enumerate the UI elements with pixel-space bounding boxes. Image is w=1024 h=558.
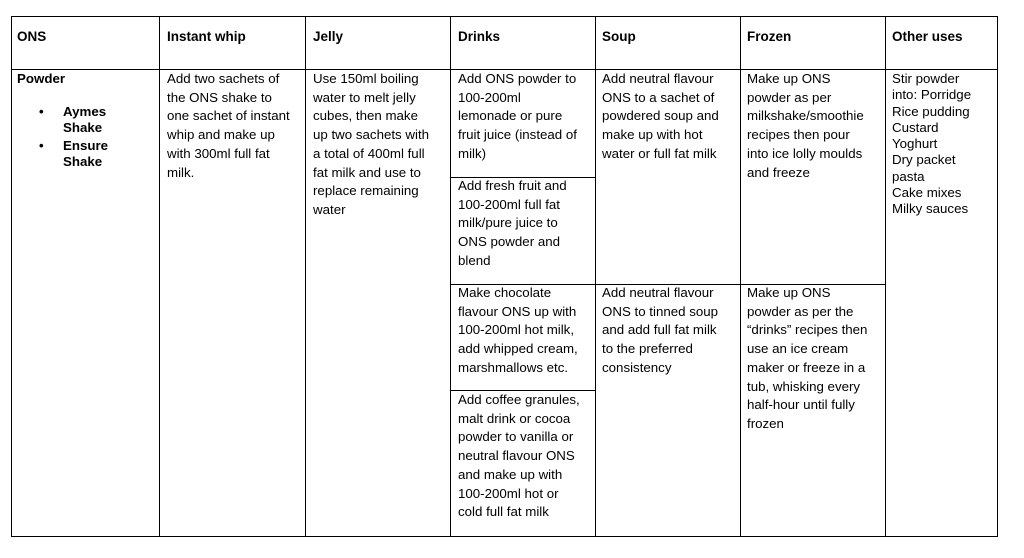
text-line: Make up ONS — [747, 285, 831, 300]
header-frozen: Frozen — [747, 29, 792, 44]
text-line: into ice lolly moulds — [747, 145, 863, 161]
text-line: consistency — [602, 359, 672, 375]
text-line: Custard — [892, 119, 939, 135]
text-line: “drinks” recipes then — [747, 322, 868, 338]
header-jelly: Jelly — [313, 29, 344, 44]
text-line: milk/pure juice to — [458, 215, 558, 231]
text-line: and make up with — [458, 466, 563, 482]
text-line: Stir powder — [892, 71, 960, 86]
text-line: ONS to tinned soup — [602, 303, 719, 319]
text-line: Cake mixes — [892, 185, 962, 201]
text-line: powder as per the — [747, 303, 854, 319]
instant-whip-cell — [167, 70, 290, 182]
text-line: Add neutral flavour — [602, 71, 714, 86]
column-line — [159, 16, 160, 537]
text-line: cold full fat milk — [458, 504, 549, 520]
text-line: replace remaining — [313, 183, 419, 199]
text-line: 100-200ml hot or — [458, 485, 559, 501]
text-line: Add coffee granules, — [458, 392, 580, 407]
text-line: to the preferred — [602, 341, 693, 357]
text-line: water — [313, 201, 346, 217]
text-line: ONS powder and — [458, 234, 560, 250]
jelly-cell — [313, 70, 429, 220]
text-line: whip and make up — [167, 127, 275, 143]
text-line: water to melt jelly — [313, 89, 416, 105]
ons-bullet-item — [39, 104, 107, 137]
text-line: with 300ml full fat — [167, 145, 270, 161]
text-line: milk. — [167, 164, 195, 180]
bullet-line: Ensure — [63, 138, 109, 153]
text-line: Make up ONS — [747, 71, 831, 86]
text-line: up two sachets with — [313, 127, 430, 143]
text-line: lemonade or pure — [458, 108, 563, 124]
text-line: Add neutral flavour — [602, 285, 714, 300]
text-line: pasta — [892, 168, 925, 184]
text-line: 100-200ml hot milk, — [458, 322, 575, 338]
text-line: Add two sachets of — [167, 71, 280, 86]
bullet-line: Shake — [63, 120, 103, 136]
text-line: maker or freeze in a — [747, 359, 866, 375]
text-line: into: Porridge — [892, 87, 972, 103]
text-line: and add full fat milk — [602, 322, 717, 338]
text-line: add whipped cream, — [458, 341, 578, 357]
drinks-cell-3 — [458, 284, 578, 378]
drinks-cell-2 — [458, 177, 567, 271]
frozen-cell-2 — [747, 284, 867, 434]
column-line — [740, 16, 741, 537]
bullet-line: Aymes — [63, 104, 107, 119]
bullet-icon: • — [39, 104, 44, 119]
bullet-line: Shake — [63, 154, 103, 170]
header-other-uses: Other uses — [892, 29, 963, 44]
column-line — [11, 16, 12, 537]
text-line: ONS to a sachet of — [602, 89, 715, 105]
text-line: Add ONS powder to — [458, 71, 577, 86]
text-line: milk) — [458, 145, 487, 161]
other-uses-cell — [892, 71, 971, 218]
text-line: half-hour until fully — [747, 397, 855, 413]
text-line: and freeze — [747, 164, 810, 180]
drinks-cell-4 — [458, 391, 580, 522]
text-line: powder as per — [747, 89, 832, 105]
text-line: milkshake/smoothie — [747, 108, 864, 124]
text-line: frozen — [747, 415, 784, 431]
column-line — [885, 16, 886, 537]
text-line: fat milk and use to — [313, 164, 421, 180]
text-line: recipes then pour — [747, 127, 850, 143]
soup-cell-1 — [602, 70, 719, 164]
text-line: blend — [458, 252, 491, 268]
column-line — [997, 16, 998, 537]
text-line: cubes, then make — [313, 108, 418, 124]
bullet-icon: • — [39, 138, 44, 153]
header-ons: ONS — [17, 29, 47, 44]
frozen-cell-1 — [747, 70, 864, 182]
text-line: flavour ONS up with — [458, 303, 577, 319]
text-line: tub, whisking every — [747, 378, 861, 394]
column-line — [305, 16, 306, 537]
text-line: fruit juice (instead of — [458, 127, 577, 143]
header-soup: Soup — [602, 29, 636, 44]
column-line — [450, 16, 451, 537]
text-line: Rice pudding — [892, 103, 970, 119]
ons-bullet-item — [39, 138, 109, 171]
text-line: Yoghurt — [892, 136, 938, 152]
text-line: malt drink or cocoa — [458, 410, 571, 426]
text-line: powder to vanilla or — [458, 429, 574, 445]
text-line: Milky sauces — [892, 201, 969, 217]
text-line: Dry packet — [892, 152, 956, 168]
soup-cell-2 — [602, 284, 718, 378]
text-line: Use 150ml boiling — [313, 71, 419, 86]
text-line: a total of 400ml full — [313, 145, 425, 161]
text-line: one sachet of instant — [167, 108, 290, 124]
text-line: marshmallows etc. — [458, 359, 569, 375]
text-line: 100-200ml — [458, 89, 521, 105]
text-line: Add fresh fruit and — [458, 178, 567, 193]
text-line: powdered soup and — [602, 108, 719, 124]
text-line: water or full fat milk — [602, 145, 717, 161]
text-line: neutral flavour ONS — [458, 448, 575, 464]
text-line: Make chocolate — [458, 285, 552, 300]
text-line: make up with hot — [602, 127, 703, 143]
text-line: 100-200ml full fat — [458, 196, 560, 212]
header-drinks: Drinks — [458, 29, 501, 44]
header-instant-whip: Instant whip — [167, 29, 246, 44]
column-line — [595, 16, 596, 537]
text-line: the ONS shake to — [167, 89, 272, 105]
ons-powder-label: Powder — [17, 71, 66, 86]
drinks-cell-1 — [458, 70, 577, 164]
text-line: use an ice cream — [747, 341, 849, 357]
